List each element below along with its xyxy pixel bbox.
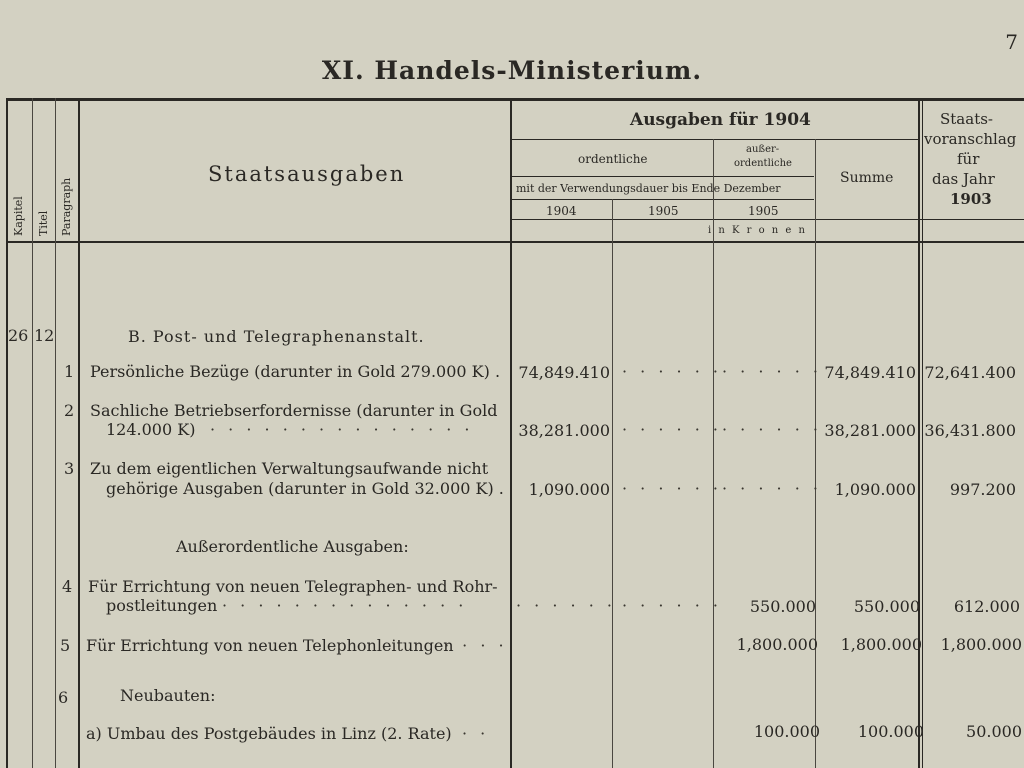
kapitel-header: Kapitel (12, 196, 25, 236)
titel-header: Titel (37, 210, 50, 236)
row-3-summe: 1,090.000 (834, 480, 916, 499)
row-2-paragraph: 2 (64, 401, 75, 420)
staatsausgaben-header: Staatsausgaben (208, 162, 406, 186)
verwendung-rule-bottom (512, 199, 814, 200)
row-5-text-1: Für Errichtung von neuen Telephonleitungen (86, 636, 454, 655)
ausgaben-rule (512, 139, 918, 140)
col-ao-divider (815, 139, 816, 768)
row-2-summe: 38,281.000 (824, 421, 916, 440)
row-4-text-1: Für Errichtung von neuen Telegraphen- und Rohr- (88, 577, 498, 596)
ausserordentliche-header-2: ordentliche (734, 158, 792, 169)
row-5-ao: 1,800.000 (736, 635, 818, 654)
row-2-dots-1905: · · · · · · (622, 420, 722, 439)
kapitel-divider (32, 98, 33, 768)
row-3-paragraph: 3 (64, 459, 75, 478)
section-title: B. Post- und Telegraphenanstalt. (128, 327, 425, 346)
year-1905-a: 1905 (648, 204, 679, 218)
page-title: XI. Handels-Ministerium. (321, 56, 703, 85)
year-1905-b: 1905 (748, 204, 779, 218)
row-3-dots-ao: · · · · · · (722, 479, 822, 498)
row-4-1903: 612.000 (953, 597, 1020, 616)
titel-divider (55, 98, 56, 768)
row-2-dots-text: · · · · · · · · · · · · · · · (210, 420, 474, 439)
titel-number: 12 (34, 326, 55, 345)
row-6-paragraph: 6 (58, 688, 69, 707)
row-4-dots-text: · · · · · · · · · · · · · · (222, 596, 468, 615)
verwendung-header: mit der Verwendungsdauer bis Ende Dezember (516, 182, 781, 195)
in-kronen-label: i n K r o n e n (708, 225, 807, 236)
row-4-dots-1905: · · · · · · (622, 596, 722, 615)
row-5-1903: 1,800.000 (940, 635, 1022, 654)
verwendung-rule-top (512, 176, 814, 177)
row-3-dots-1905: · · · · · · (622, 479, 722, 498)
voranschlag-header-4: das Jahr (932, 170, 995, 188)
row-3-1903: 997.200 (949, 480, 1016, 499)
row-1-paragraph: 1 (64, 362, 75, 381)
row-3-text-2: gehörige Ausgaben (darunter in Gold 32.000 K) . (106, 479, 504, 498)
row-5-paragraph: 5 (60, 636, 71, 655)
year-1904: 1904 (546, 204, 577, 218)
table-top-rule (6, 98, 1024, 101)
years-rule (512, 219, 1024, 220)
row-2-text-2: 124.000 K) (106, 420, 196, 439)
paragraph-divider (78, 98, 80, 768)
row-2-1903: 36,431.800 (924, 421, 1016, 440)
row-3-1904: 1,090.000 (528, 480, 610, 499)
row-4-summe: 550.000 (853, 597, 920, 616)
summe-header: Summe (840, 170, 894, 186)
row-2-1904: 38,281.000 (518, 421, 610, 440)
row-4-ao: 550.000 (749, 597, 816, 616)
row-4-paragraph: 4 (62, 577, 73, 596)
paragraph-header: Paragraph (60, 177, 73, 236)
row-6a-1903: 50.000 (966, 722, 1022, 741)
row-1-dots-ao: · · · · · · (722, 362, 822, 381)
row-1-1903: 72,641.400 (924, 363, 1016, 382)
row-6a-summe: 100.000 (857, 722, 924, 741)
row-3-text-1: Zu dem eigentlichen Verwaltungsaufwande nicht (90, 459, 489, 478)
row-6a-text: a) Umbau des Postgebäudes in Linz (2. Rate) (86, 724, 452, 743)
row-2-text-1: Sachliche Betriebserfordernisse (darunter in Gold (90, 401, 498, 420)
ordentliche-header: ordentliche (578, 152, 648, 166)
right-double-line (922, 98, 923, 768)
page-number: 7 (1005, 30, 1018, 54)
voranschlag-header-3: für (957, 150, 980, 168)
row-4-dots-1904: · · · · · · (516, 596, 616, 615)
row-1-text: Persönliche Bezüge (darunter in Gold 279.000 K) . (90, 362, 501, 381)
row-1-1904: 74,849.410 (518, 363, 610, 382)
left-border (6, 98, 8, 768)
row-5-summe: 1,800.000 (840, 635, 922, 654)
row-1-dots-1905: · · · · · · (622, 362, 722, 381)
row-6a-ao: 100.000 (753, 722, 820, 741)
voranschlag-header-5: 1903 (950, 190, 992, 208)
neubauten-title: Neubauten: (120, 686, 216, 705)
row-1-summe: 74,849.410 (824, 363, 916, 382)
row-2-dots-ao: · · · · · · (722, 420, 822, 439)
ausserordentliche-header-1: außer- (746, 144, 780, 155)
col-1904-divider (612, 199, 613, 768)
row-5-dots-text: · · · · (444, 636, 508, 655)
header-bottom-rule (6, 241, 1024, 243)
voranschlag-header-1: Staats- (940, 110, 993, 128)
ausgaben-header: Ausgaben für 1904 (630, 110, 811, 130)
col-summe-divider (918, 98, 920, 768)
row-4-text-2: postleitungen (106, 596, 218, 615)
voranschlag-header-2: voranschlag (924, 130, 1017, 148)
row-6a-dots-text: · · (462, 724, 490, 743)
text-divider (510, 98, 512, 768)
extra-section-title: Außerordentliche Ausgaben: (176, 537, 409, 556)
kapitel-number: 26 (8, 326, 29, 345)
